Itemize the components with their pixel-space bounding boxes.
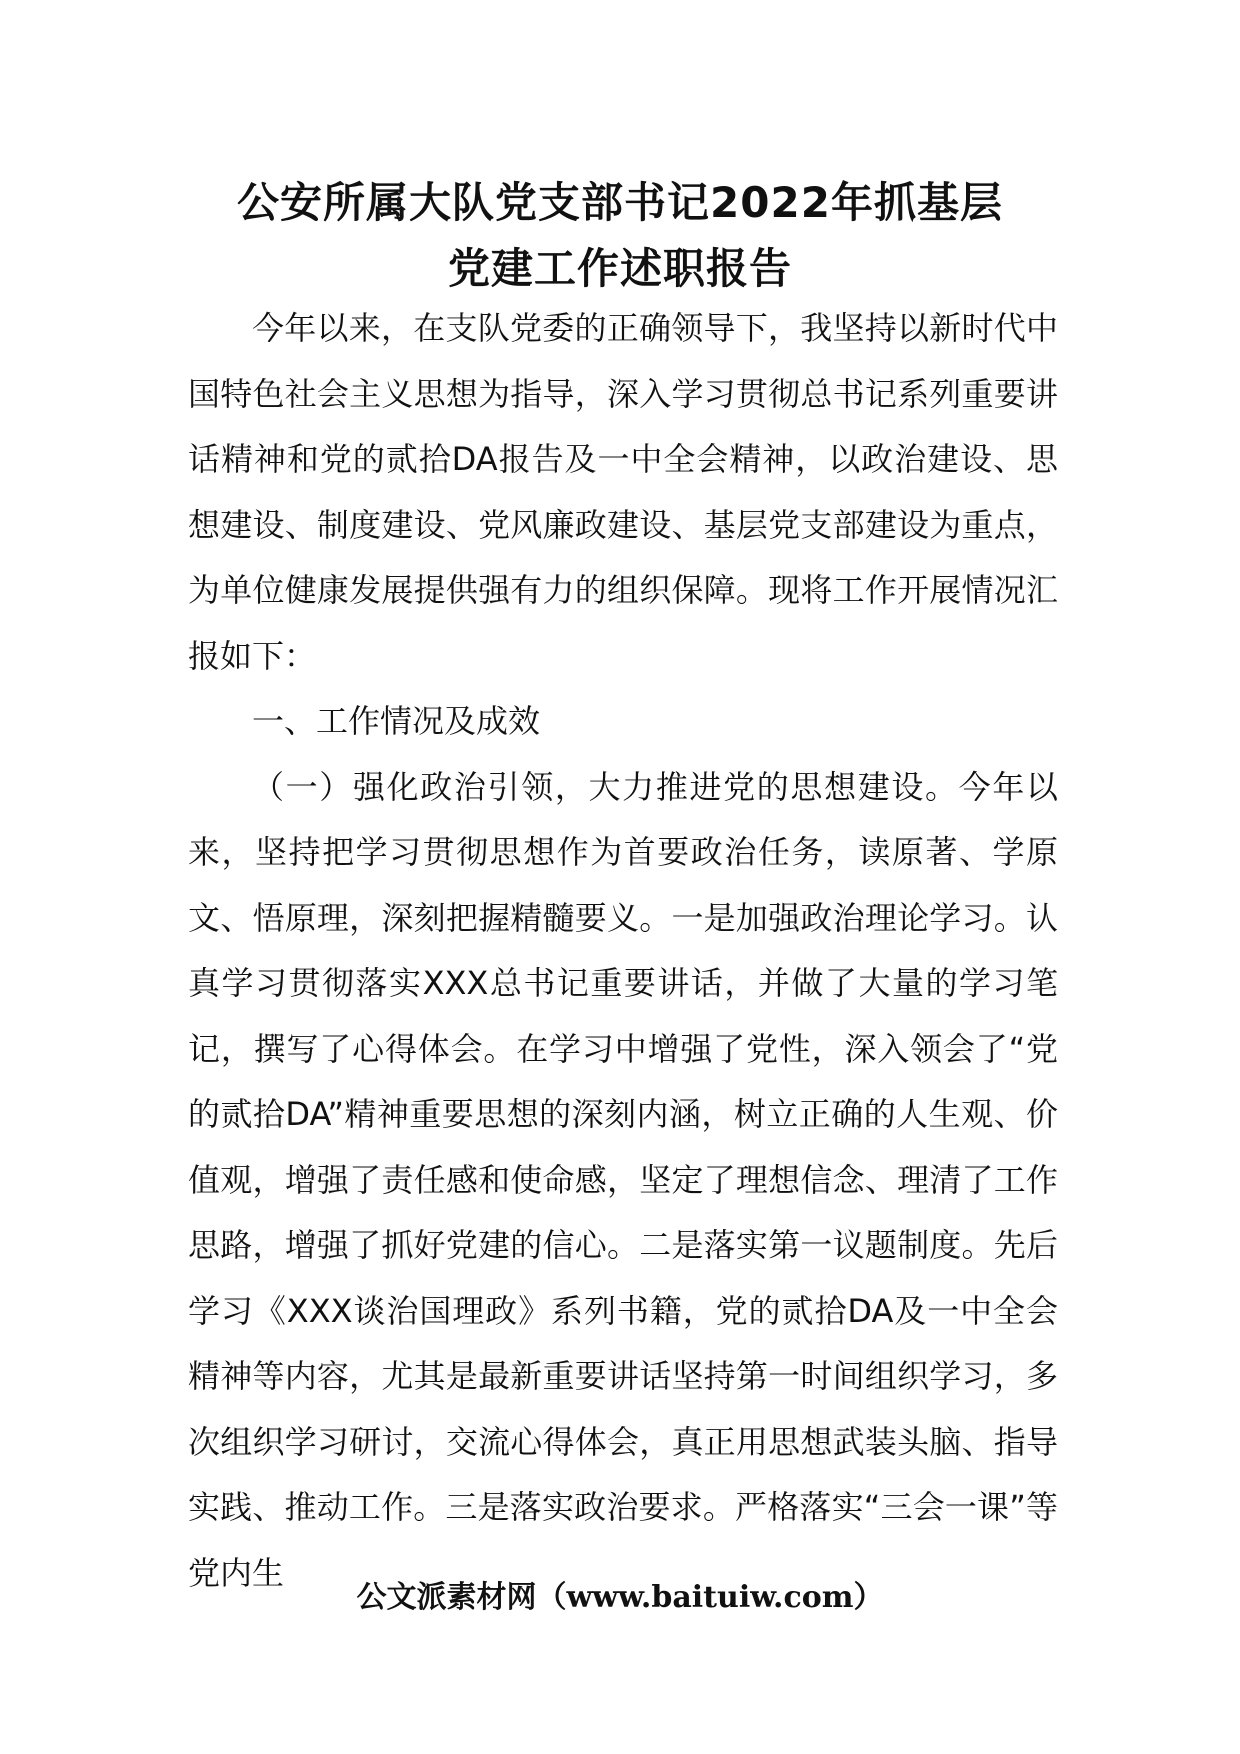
document-body (188, 296, 1058, 1606)
document-title-line2: 党建工作述职报告 (447, 244, 792, 293)
paragraph-intro: 今年以来，在支队党委的正确领导下，我坚持以新时代中国特色社会主义思想为指导，深入学习贯彻总书记系列重要讲话精神和党的贰拾DA报告及一中全会精神，以政治建设、思想建设、制度建设、党风廉政建设、基层党支部建设为重点，为单位健康发展提供强有力的组织保障。现将工作开展情况汇报如下： (188, 309, 1058, 675)
document-title-line1: 公安所属大队党支部书记2022年抓基层 (237, 178, 1003, 227)
footer-watermark: 公文派素材网（www.baituiw.com） (356, 1580, 884, 1615)
section-heading: 一、工作情况及成效 (252, 702, 541, 740)
paragraph-section-1: （一）强化政治引领，大力推进党的思想建设。今年以来，坚持把学习贯彻思想作为首要政治任务，读原著、学原文、悟原理，深刻把握精髓要义。一是加强政治理论学习。认真学习贯彻落实XXX总书记重要讲话，并做了大量的学习笔记，撰写了心得体会。在学习中增强了党性，深入领会了“党的贰拾DA”精神重要思想的深刻内涵，树立正确的人生观、价值观，增强了责任感和使命感，坚定了理想信念、理清了工作思路，增强了抓好党建的信心。二是落实第一议题制度。先后学习《XXX谈治国理政》系列书籍，党的贰拾DA及一中全会精神等内容，尤其是最新重要讲话坚持第一时间组织学习，多次组织学习研讨，交流心得体会，真正用思想武装头脑、指导实践、推动工作。三是落实政治要求。严格落实“三会一课”等党内生 (188, 767, 1058, 1592)
